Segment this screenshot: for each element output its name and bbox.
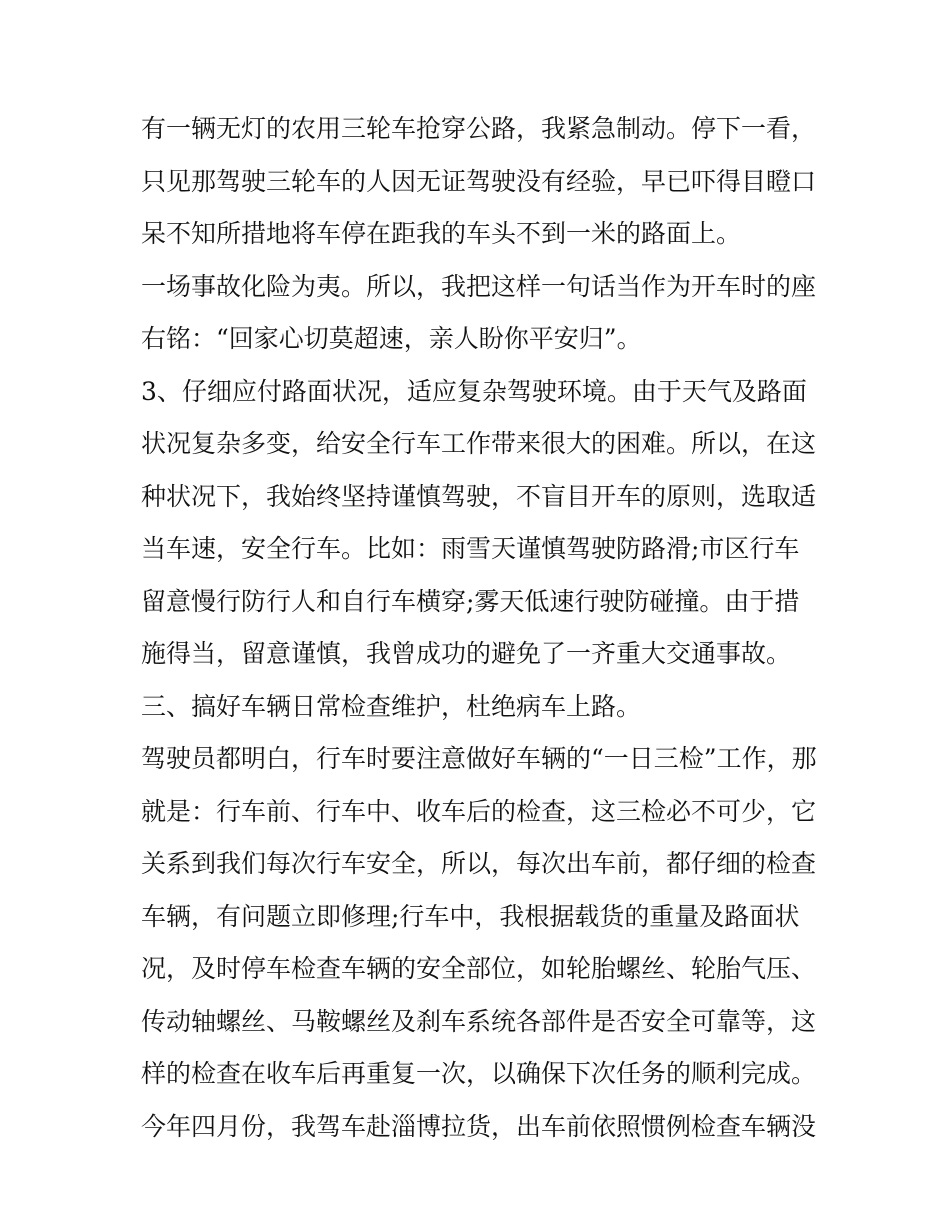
text-line: 留意慢行防行人和自行车横穿;雾天低速行驶防碰撞。由于措 [141, 586, 800, 616]
text-line: 驾驶员都明白，行车时要注意做好车辆的“一日三检”工作，那 [141, 744, 817, 773]
text-line: 呆不知所措地将车停在距我的车头不到一米的路面上。 [141, 219, 742, 248]
text-line: 关系到我们每次行车安全，所以，每次出车前，都仔细的检查 [141, 849, 817, 878]
text-line: 就是：行车前、行车中、收车后的检查，这三检必不可少，它 [141, 796, 817, 826]
text-line: 状况复杂多变，给安全行车工作带来很大的困难。所以，在这 [141, 429, 817, 458]
text-line: 传动轴螺丝、马鞍螺丝及刹车系统各部件是否安全可靠等，这 [141, 1006, 817, 1036]
text-line: 一场事故化险为夷。所以，我把这样一句话当作为开车时的座 [141, 271, 817, 301]
text-line: 3、仔细应付路面状况，适应复杂驾驶环境。由于天气及路面 [141, 376, 807, 406]
section-heading: 三、搞好车辆日常检查维护，杜绝病车上路。 [141, 691, 642, 721]
text-line: 有一辆无灯的农用三轮车抢穿公路，我紧急制动。停下一看， [141, 114, 817, 143]
text-line: 施得当，留意谨慎，我曾成功的避免了一齐重大交通事故。 [141, 639, 792, 668]
text-line: 只见那驾驶三轮车的人因无证驾驶没有经验，早已吓得目瞪口 [141, 166, 817, 196]
text-line: 当车速，安全行车。比如：雨雪天谨慎驾驶防路滑;市区行车 [141, 534, 800, 563]
text-line: 车辆，有问题立即修理;行车中，我根据载货的重量及路面状 [141, 901, 800, 931]
text-line: 况，及时停车检查车辆的安全部位，如轮胎螺丝、轮胎气压、 [141, 954, 817, 983]
text-line: 今年四月份，我驾车赴淄博拉货，出车前依照惯例检查车辆没 [141, 1111, 817, 1141]
text-line: 样的检查在收车后再重复一次，以确保下次任务的顺利完成。 [141, 1059, 817, 1088]
text-line: 种状况下，我始终坚持谨慎驾驶，不盲目开车的原则，选取适 [141, 481, 817, 511]
text-line: 右铭：“回家心切莫超速，亲人盼你平安归”。 [141, 324, 642, 353]
body-text [141, 103, 821, 1153]
